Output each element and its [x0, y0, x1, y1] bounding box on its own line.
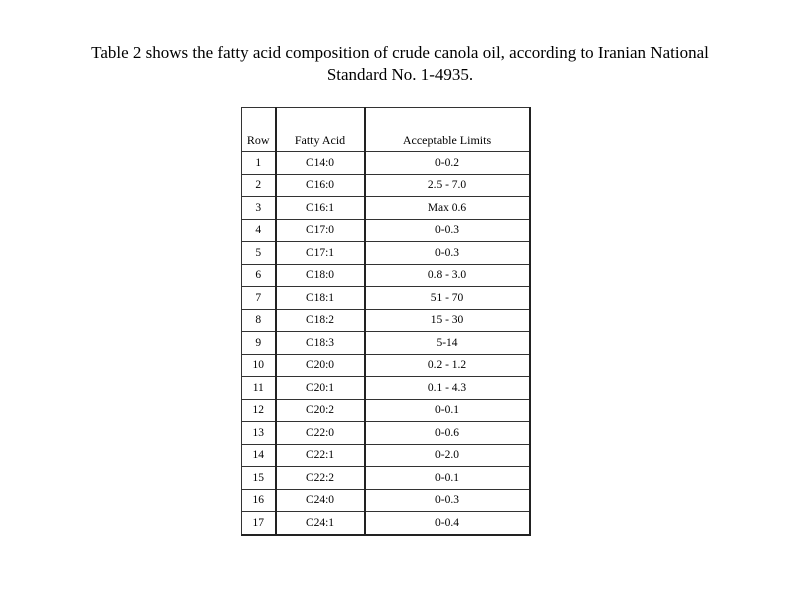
acceptable-limits-cell: 5-14: [365, 332, 530, 355]
table-row: [242, 377, 530, 400]
acceptable-limits-cell: 0.2 - 1.2: [365, 354, 530, 377]
table-row: [242, 197, 530, 220]
fatty-acid-cell: C16:1: [276, 197, 365, 220]
row-number-cell: 13: [242, 422, 276, 445]
row-number-cell: 17: [242, 512, 276, 535]
fatty-acid-cell: C18:0: [276, 264, 365, 287]
acceptable-limits-cell: Max 0.6: [365, 197, 530, 220]
acceptable-limits-cell: 0-0.3: [365, 219, 530, 242]
acceptable-limits-cell: 0-2.0: [365, 444, 530, 467]
row-number-cell: 3: [242, 197, 276, 220]
row-number-cell: 1: [242, 152, 276, 175]
row-number-cell: 15: [242, 467, 276, 490]
row-number-cell: 11: [242, 377, 276, 400]
caption-line-2: Standard No. 1-4935.: [326, 65, 474, 84]
fatty-acid-cell: C16:0: [276, 174, 365, 197]
acceptable-limits-cell: 51 - 70: [365, 287, 530, 310]
acceptable-limits-cell: 0-0.4: [365, 512, 530, 535]
column-header-fatty-acid: Fatty Acid: [276, 108, 365, 152]
table-row: [242, 399, 530, 422]
row-number-cell: 5: [242, 242, 276, 265]
row-number-cell: 16: [242, 489, 276, 512]
table-row: [242, 422, 530, 445]
acceptable-limits-cell: 0-0.2: [365, 152, 530, 175]
row-number-cell: 2: [242, 174, 276, 197]
fatty-acid-table-container: [241, 107, 529, 536]
row-number-cell: 12: [242, 399, 276, 422]
table-row: [242, 354, 530, 377]
fatty-acid-cell: C18:2: [276, 309, 365, 332]
table-row: [242, 332, 530, 355]
table-row: [242, 242, 530, 265]
table-caption: [40, 42, 760, 86]
table-row: [242, 152, 530, 175]
acceptable-limits-cell: 0-0.6: [365, 422, 530, 445]
table-row: [242, 444, 530, 467]
acceptable-limits-cell: 2.5 - 7.0: [365, 174, 530, 197]
acceptable-limits-cell: 0-0.3: [365, 242, 530, 265]
fatty-acid-cell: C24:1: [276, 512, 365, 535]
row-number-cell: 6: [242, 264, 276, 287]
fatty-acid-cell: C20:2: [276, 399, 365, 422]
fatty-acid-cell: C20:0: [276, 354, 365, 377]
table-row: [242, 219, 530, 242]
acceptable-limits-cell: 0-0.3: [365, 489, 530, 512]
fatty-acid-cell: C17:0: [276, 219, 365, 242]
table-row: [242, 174, 530, 197]
row-number-cell: 14: [242, 444, 276, 467]
table-row: [242, 309, 530, 332]
acceptable-limits-cell: 0-0.1: [365, 467, 530, 490]
fatty-acid-cell: C14:0: [276, 152, 365, 175]
caption-line-1: Table 2 shows the fatty acid composition of crude canola oil, according to Iranian National: [91, 43, 709, 62]
acceptable-limits-cell: 0.8 - 3.0: [365, 264, 530, 287]
fatty-acid-cell: C20:1: [276, 377, 365, 400]
fatty-acid-cell: C18:3: [276, 332, 365, 355]
table-body: [242, 152, 530, 535]
row-number-cell: 7: [242, 287, 276, 310]
table-row: [242, 467, 530, 490]
row-number-cell: 8: [242, 309, 276, 332]
table-row: [242, 489, 530, 512]
fatty-acid-table: [241, 107, 531, 536]
fatty-acid-cell: C22:1: [276, 444, 365, 467]
table-row: [242, 287, 530, 310]
table-row: [242, 512, 530, 535]
acceptable-limits-cell: 15 - 30: [365, 309, 530, 332]
table-row: [242, 264, 530, 287]
column-header-acceptable-limits: Acceptable Limits: [365, 108, 530, 152]
row-number-cell: 10: [242, 354, 276, 377]
column-header-row: Row: [242, 108, 276, 152]
table-header-row: [242, 108, 530, 152]
fatty-acid-cell: C17:1: [276, 242, 365, 265]
fatty-acid-cell: C22:2: [276, 467, 365, 490]
row-number-cell: 9: [242, 332, 276, 355]
acceptable-limits-cell: 0-0.1: [365, 399, 530, 422]
fatty-acid-cell: C22:0: [276, 422, 365, 445]
fatty-acid-cell: C18:1: [276, 287, 365, 310]
fatty-acid-cell: C24:0: [276, 489, 365, 512]
row-number-cell: 4: [242, 219, 276, 242]
acceptable-limits-cell: 0.1 - 4.3: [365, 377, 530, 400]
